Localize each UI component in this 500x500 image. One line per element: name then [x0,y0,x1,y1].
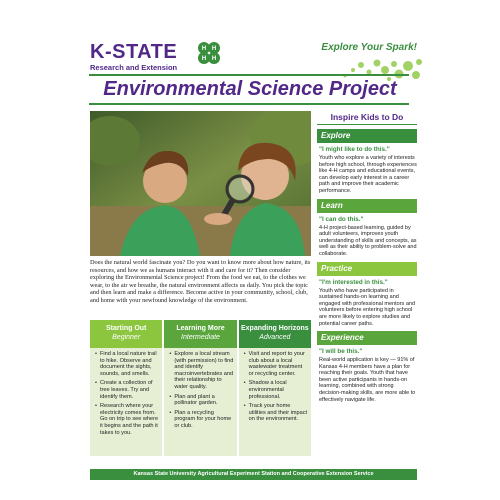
list-item: • Plan a recycling program for your home or club. [169,410,233,430]
activity-list [239,348,311,423]
column-level: Advanced [259,334,291,341]
column-intermediate [164,320,236,456]
list-item: • Research where your electricity comes from. Go on trip to see where it begins and the path it takes to you. [95,403,159,436]
activity-list [90,348,162,436]
svg-text:H: H [211,56,217,62]
column-beginner [90,320,162,456]
list-item: • Track your home utilities and their impact on the environment. [244,403,308,423]
section-text: 4-H project-based learning, guided by adult volunteers, improves youth understanding of skills and concepts, as well as their ability to problem-solve and collaborate. [319,224,417,257]
svg-text:H: H [211,46,217,52]
column-heading: Expanding Horizons [240,325,309,332]
column-header [90,320,162,348]
column-level: Beginner [112,334,141,341]
4h-clover-icon [195,39,223,67]
tagline: Explore Your Spark! [321,42,417,53]
list-item: • Explore a local stream (with permission) to find and identify macroinvertebrates and their relationship to water quality. [169,351,233,391]
column-heading: Learning More [176,325,225,332]
svg-text:H: H [201,46,207,52]
flyer-page [73,32,427,484]
intro-paragraph: Does the natural world fascinate you? Do you want to know more about how nature, its resources, and how we as humans interact with it and care for it? Then consider exploring the Environmental Science project! From the food we eat, to the clothes we wear, to the air we breathe, the natural environment affects us daily. You pick the topic and then learn and make a difference. Become active in your community, school, club, and home with your newfound knowledge of the environment. [90,259,311,304]
sidebar-section-learn [317,199,417,258]
column-level: Intermediate [181,334,220,341]
list-item: • Plan and plant a pollinator garden. [169,394,233,407]
section-title: Learn [317,199,417,213]
logo-sub-text: Research and Extension [90,63,178,72]
sidebar [317,111,417,403]
kids-magnifying-glass-photo [90,111,311,256]
svg-text:H: H [201,56,207,62]
column-header [164,320,236,348]
sidebar-heading: Inspire Kids to Do [317,111,417,125]
logo-main-text: K-STATE [90,41,178,63]
list-item: • Create a collection of tree leaves. Try and identify them. [95,380,159,400]
section-quote: "I can do this." [319,215,364,223]
section-text: Youth who explore a variety of interests before high school, through experiences like 4-H camps and educational events, can develop early interest in a career path and improve their academic performance. [319,155,417,194]
section-text: Youth who have participated in sustained hands-on learning and engaged with professional mentors and volunteers before entering high school are more likely to explore studies and potential career paths. [319,287,416,327]
kstate-logo [90,42,177,72]
section-title: Explore [317,129,417,143]
section-quote: "I will be this." [319,348,363,356]
sidebar-section-explore [317,129,417,195]
list-item: • Shadow a local environmental professional. [244,380,308,400]
level-columns [90,320,311,456]
footer-bar: Kansas State University Agricultural Experiment Station and Cooperative Extension Service [90,469,417,480]
section-quote: "I might like to do this." [319,146,390,153]
column-advanced [239,320,311,456]
list-item: • Visit and report to your club about a local wastewater treatment or recycling center. [244,351,308,377]
sidebar-section-practice [317,262,417,328]
section-text: Real-world application is key — 91% of Kansas 4-H members have a plan for reaching their goals. Youth that have been active participants in hands-on learning, combined with strong decision-making skills, are more able to effectively navigate life. [319,357,416,403]
activity-list [164,348,236,430]
sidebar-section-experience [317,331,417,403]
section-title: Experience [317,331,417,345]
title-rule-bottom [89,103,409,105]
page-title: Environmental Science Project [103,78,397,100]
list-item: • Find a local nature trail to hike. Observe and document the sights, sounds, and smells. [95,351,159,377]
section-quote: "I'm interested in this." [319,278,388,286]
column-header [239,320,311,348]
section-title: Practice [317,262,417,276]
column-heading: Starting Out [105,325,147,332]
